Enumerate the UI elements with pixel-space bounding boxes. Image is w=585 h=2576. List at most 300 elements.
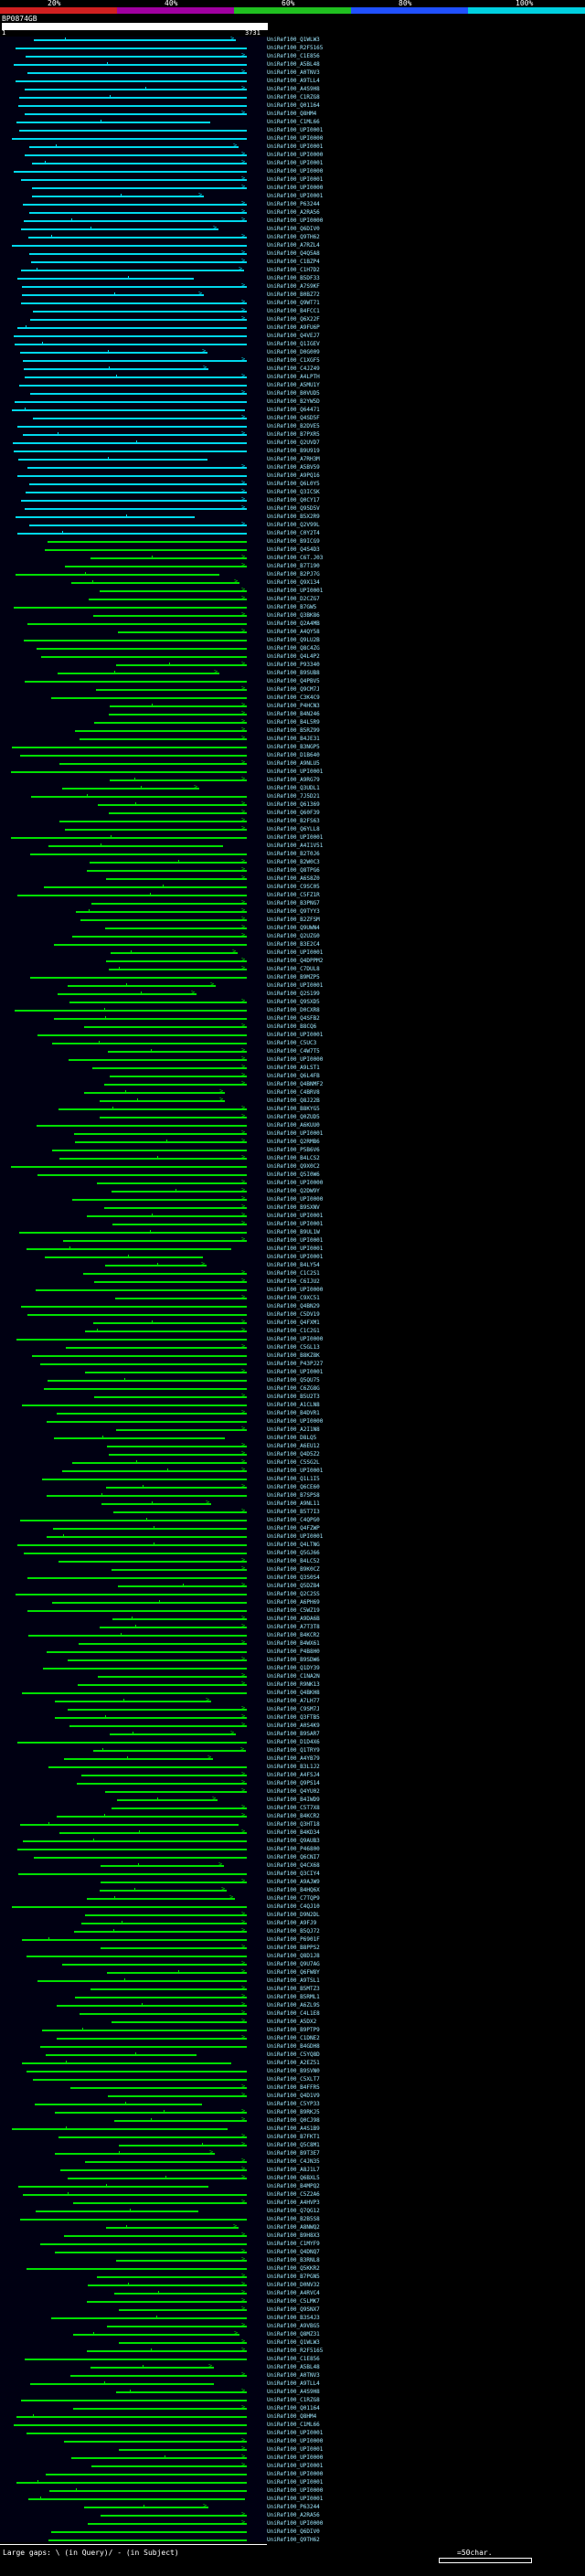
- subject-id[interactable]: UniRef100_B2B5S8: [267, 2216, 320, 2222]
- subject-id[interactable]: UniRef100_Q4DPPM2: [267, 958, 324, 964]
- subject-id[interactable]: UniRef100_A5MU1Y: [267, 382, 320, 388]
- hsp-bar[interactable]: [112, 2017, 247, 2024]
- hsp-bar[interactable]: [90, 553, 247, 560]
- hsp-bar[interactable]: [42, 1479, 247, 1480]
- subject-id[interactable]: UniRef100_A0TNV3: [267, 2372, 320, 2379]
- hsp-bar[interactable]: [19, 97, 247, 99]
- subject-id[interactable]: UniRef100_UPI0000: [267, 1287, 324, 1293]
- hsp-bar[interactable]: [27, 1956, 247, 1957]
- hsp-bar[interactable]: [105, 928, 247, 929]
- subject-id[interactable]: UniRef100_Q7QG12: [267, 2208, 320, 2214]
- hsp-bar[interactable]: [69, 1059, 247, 1061]
- subject-id[interactable]: UniRef100_Q8MZ31: [267, 2331, 320, 2337]
- subject-id[interactable]: UniRef100_UPI0001: [267, 2479, 324, 2486]
- hsp-bar[interactable]: [119, 2342, 247, 2344]
- subject-id[interactable]: UniRef100_Q9TH62: [267, 2537, 320, 2543]
- hsp-bar[interactable]: [58, 2132, 247, 2139]
- hsp-bar[interactable]: [36, 1289, 247, 1291]
- subject-id[interactable]: UniRef100_B8KYG5: [267, 1106, 320, 1112]
- hsp-bar[interactable]: [97, 2272, 247, 2279]
- subject-id[interactable]: UniRef100_A9TLL4: [267, 2380, 320, 2387]
- subject-id[interactable]: UniRef100_Q4VEJ7: [267, 333, 320, 339]
- hsp-bar[interactable]: [52, 1043, 247, 1044]
- subject-id[interactable]: UniRef100_A9NL11: [267, 1500, 320, 1507]
- hsp-bar[interactable]: [93, 1750, 246, 1752]
- hsp-bar[interactable]: [16, 574, 219, 576]
- hsp-bar[interactable]: [109, 714, 247, 716]
- subject-id[interactable]: UniRef100_B9RKJ5: [267, 2109, 320, 2115]
- subject-id[interactable]: UniRef100_C0Y2T4: [267, 530, 320, 536]
- subject-id[interactable]: UniRef100_A7LH77: [267, 1698, 320, 1704]
- hsp-bar[interactable]: [25, 681, 247, 683]
- hsp-bar[interactable]: [22, 2062, 231, 2064]
- hsp-bar[interactable]: [16, 516, 195, 518]
- hsp-bar[interactable]: [64, 2441, 247, 2443]
- hsp-bar[interactable]: [30, 853, 247, 855]
- hsp-bar[interactable]: [23, 2194, 247, 2196]
- hsp-bar[interactable]: [18, 1873, 247, 1875]
- hsp-bar[interactable]: [74, 1931, 247, 1933]
- hsp-bar[interactable]: [87, 1898, 235, 1900]
- hsp-bar[interactable]: [25, 372, 247, 379]
- subject-id[interactable]: UniRef100_Q95D5V: [267, 505, 320, 512]
- subject-id[interactable]: UniRef100_A2EZ51: [267, 2060, 320, 2066]
- subject-id[interactable]: UniRef100_A8J1L7: [267, 2167, 320, 2173]
- subject-id[interactable]: UniRef100_C3K4C9: [267, 694, 320, 701]
- subject-id[interactable]: UniRef100_UPI0000: [267, 2438, 324, 2444]
- subject-id[interactable]: UniRef100_Q8C4ZG: [267, 645, 320, 652]
- hsp-bar[interactable]: [21, 1306, 247, 1308]
- subject-id[interactable]: UniRef100_B2PJ7G: [267, 571, 320, 578]
- subject-id[interactable]: UniRef100_C5Z2A6: [267, 2191, 320, 2198]
- hsp-bar[interactable]: [112, 1224, 247, 1225]
- subject-id[interactable]: UniRef100_Q0CY17: [267, 497, 320, 504]
- hsp-bar[interactable]: [90, 2367, 214, 2369]
- hsp-bar[interactable]: [69, 1002, 247, 1003]
- hsp-bar[interactable]: [71, 2457, 247, 2459]
- subject-id[interactable]: UniRef100_A2I1N8: [267, 1426, 320, 1433]
- subject-id[interactable]: UniRef100_B7GW5: [267, 604, 317, 610]
- subject-id[interactable]: UniRef100_P63244: [267, 201, 320, 207]
- hsp-bar[interactable]: [59, 763, 247, 765]
- subject-id[interactable]: UniRef100_C4BRV8: [267, 1089, 320, 1096]
- subject-id[interactable]: UniRef100_C5SG2L: [267, 1459, 320, 1466]
- subject-id[interactable]: UniRef100_Q6BXL5: [267, 2175, 320, 2181]
- hsp-bar[interactable]: [15, 1010, 247, 1012]
- subject-id[interactable]: UniRef100_Q4LTNG: [267, 1542, 320, 1548]
- subject-id[interactable]: UniRef100_Q1DY39: [267, 1665, 320, 1671]
- hsp-bar[interactable]: [93, 1318, 247, 1325]
- subject-id[interactable]: UniRef100_B2DVE5: [267, 423, 320, 429]
- subject-id[interactable]: UniRef100_B5U2T3: [267, 1394, 320, 1400]
- hsp-bar[interactable]: [27, 2433, 247, 2434]
- hsp-bar[interactable]: [75, 1137, 247, 1144]
- subject-id[interactable]: UniRef100_B4L5R9: [267, 719, 320, 726]
- subject-id[interactable]: UniRef100_Q6X22F: [267, 316, 320, 323]
- hsp-bar[interactable]: [118, 627, 247, 634]
- subject-id[interactable]: UniRef100_A4QY58: [267, 629, 320, 635]
- hsp-bar[interactable]: [27, 72, 247, 74]
- hsp-bar[interactable]: [109, 969, 247, 970]
- subject-id[interactable]: UniRef100_UPI0000: [267, 2454, 324, 2461]
- hsp-bar[interactable]: [105, 1791, 247, 1793]
- subject-id[interactable]: UniRef100_C1ML66: [267, 119, 320, 125]
- subject-id[interactable]: UniRef100_A6EU12: [267, 1443, 320, 1449]
- hsp-bar[interactable]: [83, 1273, 247, 1275]
- subject-id[interactable]: UniRef100_A5BL48: [267, 2364, 320, 2370]
- hsp-bar[interactable]: [44, 886, 247, 888]
- hsp-bar[interactable]: [20, 1520, 247, 1521]
- hsp-bar[interactable]: [62, 788, 199, 790]
- hsp-bar[interactable]: [37, 648, 247, 650]
- subject-id[interactable]: UniRef100_Q4S4D3: [267, 546, 320, 553]
- subject-id[interactable]: UniRef100_A4HVP3: [267, 2200, 320, 2206]
- hsp-bar[interactable]: [107, 1972, 247, 1974]
- subject-id[interactable]: UniRef100_B4N246: [267, 711, 320, 717]
- subject-id[interactable]: UniRef100_A0S4K9: [267, 1723, 320, 1729]
- hsp-bar[interactable]: [68, 1709, 247, 1711]
- subject-id[interactable]: UniRef100_Q2V99L: [267, 522, 320, 528]
- subject-id[interactable]: UniRef100_A4S1B9: [267, 2125, 320, 2132]
- subject-id[interactable]: UniRef100_B5MTZ3: [267, 1986, 320, 1992]
- subject-id[interactable]: UniRef100_D0G009: [267, 349, 320, 355]
- subject-id[interactable]: UniRef100_Q4L4P2: [267, 653, 320, 660]
- hsp-bar[interactable]: [91, 903, 247, 905]
- hsp-bar[interactable]: [17, 895, 247, 896]
- subject-id[interactable]: UniRef100_D8LQ5: [267, 1435, 317, 1441]
- subject-id[interactable]: UniRef100_B7PGN5: [267, 2274, 320, 2280]
- hsp-bar[interactable]: [76, 911, 247, 913]
- hsp-bar[interactable]: [62, 1466, 247, 1473]
- hsp-bar[interactable]: [72, 936, 247, 938]
- subject-id[interactable]: UniRef100_Q9LU2B: [267, 637, 320, 643]
- hsp-bar[interactable]: [48, 1380, 247, 1382]
- hsp-bar[interactable]: [13, 442, 247, 444]
- hsp-bar[interactable]: [47, 1651, 247, 1653]
- hsp-bar[interactable]: [12, 409, 245, 411]
- subject-id[interactable]: UniRef100_Q5C8M1: [267, 2142, 320, 2148]
- subject-id[interactable]: UniRef100_Q01164: [267, 2405, 320, 2412]
- subject-id[interactable]: UniRef100_Q3CIY4: [267, 1871, 320, 1877]
- hsp-bar[interactable]: [112, 1191, 247, 1193]
- hsp-bar[interactable]: [114, 2293, 247, 2295]
- hsp-bar[interactable]: [110, 775, 247, 782]
- subject-id[interactable]: UniRef100_C5XLT7: [267, 2076, 320, 2083]
- subject-id[interactable]: UniRef100_Q1WLW3: [267, 2339, 320, 2346]
- hsp-bar[interactable]: [28, 1635, 247, 1637]
- subject-id[interactable]: UniRef100_UPI0000: [267, 1180, 324, 1186]
- hsp-bar[interactable]: [78, 1684, 247, 1686]
- hsp-bar[interactable]: [27, 1314, 247, 1316]
- hsp-bar[interactable]: [59, 1832, 247, 1834]
- subject-id[interactable]: UniRef100_UPI0001: [267, 143, 324, 150]
- subject-id[interactable]: UniRef100_Q3UDL1: [267, 785, 320, 791]
- subject-id[interactable]: UniRef100_A5BV59: [267, 464, 320, 471]
- subject-id[interactable]: UniRef100_Q6CNI7: [267, 1854, 320, 1860]
- subject-id[interactable]: UniRef100_Q9SXD5: [267, 999, 320, 1005]
- hsp-bar[interactable]: [88, 2280, 247, 2287]
- subject-id[interactable]: UniRef100_Q5DZ84: [267, 1583, 320, 1589]
- hsp-bar[interactable]: [113, 1507, 247, 1514]
- subject-id[interactable]: UniRef100_Q4DNQ7: [267, 2249, 320, 2255]
- subject-id[interactable]: UniRef100_C5DV19: [267, 1311, 320, 1318]
- hsp-bar[interactable]: [28, 2498, 245, 2500]
- subject-id[interactable]: UniRef100_B4IWD9: [267, 1797, 320, 1803]
- subject-id[interactable]: UniRef100_B0VUD5: [267, 390, 320, 397]
- subject-id[interactable]: UniRef100_A0TNV3: [267, 69, 320, 76]
- hsp-bar[interactable]: [77, 1783, 247, 1785]
- subject-id[interactable]: UniRef100_Q3ICSK: [267, 489, 320, 495]
- subject-id[interactable]: UniRef100_UPI0001: [267, 1369, 324, 1375]
- subject-id[interactable]: UniRef100_C1E856: [267, 2356, 320, 2362]
- hsp-bar[interactable]: [45, 549, 247, 551]
- subject-id[interactable]: UniRef100_B9SAR7: [267, 1731, 320, 1737]
- subject-id[interactable]: UniRef100_Q9TH62: [267, 234, 320, 240]
- subject-id[interactable]: UniRef100_B5RML1: [267, 1994, 320, 2000]
- hsp-bar[interactable]: [14, 607, 247, 609]
- subject-id[interactable]: UniRef100_B9ICG9: [267, 538, 320, 545]
- subject-id[interactable]: UniRef100_Q9WT71: [267, 300, 320, 306]
- hsp-bar[interactable]: [88, 2523, 247, 2525]
- subject-id[interactable]: UniRef100_Q0CJ98: [267, 2117, 320, 2124]
- hsp-bar[interactable]: [55, 2252, 247, 2253]
- hsp-bar[interactable]: [97, 1178, 247, 1185]
- hsp-bar[interactable]: [24, 364, 208, 371]
- hsp-bar[interactable]: [81, 1923, 247, 1924]
- hsp-bar[interactable]: [70, 2087, 247, 2089]
- subject-id[interactable]: UniRef100_P63244: [267, 2504, 320, 2510]
- subject-id[interactable]: UniRef100_A9FJ9: [267, 1920, 317, 1926]
- hsp-bar[interactable]: [23, 204, 247, 206]
- subject-id[interactable]: UniRef100_R2F5165: [267, 45, 324, 51]
- subject-id[interactable]: UniRef100_UPI0000: [267, 168, 324, 175]
- hsp-bar[interactable]: [94, 1281, 247, 1283]
- hsp-bar[interactable]: [101, 1865, 224, 1867]
- subject-id[interactable]: UniRef100_C9XC51: [267, 1295, 320, 1301]
- subject-id[interactable]: UniRef100_C4QPG0: [267, 1517, 320, 1523]
- subject-id[interactable]: UniRef100_Q8D1J8: [267, 1953, 320, 1959]
- hsp-bar[interactable]: [106, 878, 247, 880]
- hsp-bar[interactable]: [27, 2268, 247, 2270]
- subject-id[interactable]: UniRef100_UPI0001: [267, 2496, 324, 2502]
- hsp-bar[interactable]: [11, 771, 247, 773]
- subject-id[interactable]: UniRef100_UPI0000: [267, 135, 324, 142]
- subject-id[interactable]: UniRef100_P43PJ27: [267, 1361, 324, 1367]
- hsp-bar[interactable]: [24, 220, 247, 222]
- hsp-bar[interactable]: [17, 533, 247, 535]
- hsp-bar[interactable]: [16, 48, 247, 49]
- hsp-bar[interactable]: [23, 360, 247, 362]
- subject-id[interactable]: UniRef100_UPI0001: [267, 1246, 324, 1252]
- hsp-bar[interactable]: [17, 475, 247, 477]
- hsp-bar[interactable]: [116, 1429, 247, 1431]
- subject-id[interactable]: UniRef100_B2ZFSM: [267, 917, 320, 923]
- hsp-bar[interactable]: [16, 1594, 247, 1595]
- subject-id[interactable]: UniRef100_B4KCR2: [267, 1813, 320, 1819]
- subject-id[interactable]: UniRef100_Q9X0C2: [267, 1163, 320, 1170]
- hsp-bar[interactable]: [22, 1939, 247, 1941]
- subject-id[interactable]: UniRef100_B5RZ99: [267, 727, 320, 734]
- subject-id[interactable]: UniRef100_UPI0001: [267, 1032, 324, 1038]
- subject-id[interactable]: UniRef100_Q4Q5A8: [267, 250, 320, 257]
- hsp-bar[interactable]: [58, 673, 219, 674]
- hsp-bar[interactable]: [65, 566, 247, 567]
- hsp-bar[interactable]: [80, 915, 247, 922]
- hsp-bar[interactable]: [11, 837, 247, 839]
- subject-id[interactable]: UniRef100_Q1L1I5: [267, 1476, 320, 1482]
- hsp-bar[interactable]: [110, 701, 247, 708]
- hsp-bar[interactable]: [33, 311, 247, 313]
- subject-id[interactable]: UniRef100_UPI0001: [267, 834, 324, 841]
- subject-id[interactable]: UniRef100_B9SDW6: [267, 1657, 320, 1663]
- subject-id[interactable]: UniRef100_B7SPS8: [267, 1492, 320, 1499]
- hsp-bar[interactable]: [21, 179, 247, 181]
- hsp-bar[interactable]: [21, 270, 244, 271]
- subject-id[interactable]: UniRef100_C7DUL8: [267, 966, 320, 972]
- hsp-bar[interactable]: [59, 821, 247, 822]
- hsp-bar[interactable]: [87, 870, 247, 872]
- hsp-bar[interactable]: [117, 1795, 218, 1802]
- subject-id[interactable]: UniRef100_Q8HM4: [267, 2413, 317, 2420]
- subject-id[interactable]: UniRef100_Q3S0S4: [267, 1574, 320, 1581]
- hsp-bar[interactable]: [20, 755, 247, 757]
- subject-id[interactable]: UniRef100_C1E856: [267, 53, 320, 59]
- hsp-bar[interactable]: [27, 623, 247, 625]
- subject-id[interactable]: UniRef100_Q4BNMF2: [267, 1081, 324, 1087]
- hsp-bar[interactable]: [101, 1882, 247, 1883]
- hsp-bar[interactable]: [47, 1495, 247, 1497]
- hsp-bar[interactable]: [58, 1104, 247, 1111]
- subject-id[interactable]: UniRef100_C5T7X8: [267, 1805, 320, 1811]
- subject-id[interactable]: UniRef100_B3RNL8: [267, 2257, 320, 2263]
- subject-id[interactable]: UniRef100_B2YW5D: [267, 398, 320, 405]
- hsp-bar[interactable]: [49, 2490, 247, 2492]
- hsp-bar[interactable]: [17, 327, 247, 329]
- subject-id[interactable]: UniRef100_UPI0001: [267, 1237, 324, 1244]
- hsp-bar[interactable]: [12, 2128, 228, 2130]
- subject-id[interactable]: UniRef100_Q1WLW3: [267, 37, 320, 43]
- hsp-bar[interactable]: [64, 1758, 213, 1760]
- hsp-bar[interactable]: [31, 257, 247, 264]
- hsp-bar[interactable]: [21, 298, 247, 305]
- subject-id[interactable]: UniRef100_A7T3T8: [267, 1624, 320, 1630]
- subject-id[interactable]: UniRef100_C1ML66: [267, 2422, 320, 2428]
- subject-id[interactable]: UniRef100_UPI0001: [267, 1130, 324, 1137]
- hsp-bar[interactable]: [73, 2408, 247, 2410]
- hsp-bar[interactable]: [15, 344, 247, 345]
- hsp-bar[interactable]: [16, 2482, 247, 2484]
- subject-id[interactable]: UniRef100_B7T190: [267, 563, 320, 569]
- hsp-bar[interactable]: [52, 1150, 247, 1151]
- hsp-bar[interactable]: [58, 1561, 247, 1563]
- subject-id[interactable]: UniRef100_C1DNE2: [267, 2035, 320, 2041]
- subject-id[interactable]: UniRef100_UPI0001: [267, 2446, 324, 2453]
- subject-id[interactable]: UniRef100_B4FFR5: [267, 2084, 320, 2091]
- hsp-bar[interactable]: [100, 1100, 225, 1102]
- subject-id[interactable]: UniRef100_B9SXNV: [267, 1204, 320, 1211]
- subject-id[interactable]: UniRef100_D1B640: [267, 752, 320, 758]
- subject-id[interactable]: UniRef100_A8NWQ2: [267, 2224, 320, 2231]
- hsp-bar[interactable]: [81, 1775, 247, 1776]
- hsp-bar[interactable]: [31, 796, 247, 798]
- hsp-bar[interactable]: [112, 1614, 247, 1621]
- subject-id[interactable]: UniRef100_UPI0000: [267, 217, 324, 224]
- subject-id[interactable]: UniRef100_P4HCN3: [267, 703, 320, 709]
- subject-id[interactable]: UniRef100_B2FS63: [267, 818, 320, 824]
- hsp-bar[interactable]: [25, 2359, 247, 2360]
- hsp-bar[interactable]: [25, 109, 247, 116]
- subject-id[interactable]: UniRef100_A4FSJ4: [267, 1772, 320, 1778]
- subject-id[interactable]: UniRef100_A4YB79: [267, 1755, 320, 1762]
- hsp-bar[interactable]: [29, 253, 247, 255]
- subject-id[interactable]: UniRef100_B9T3E7: [267, 2150, 320, 2157]
- hsp-bar[interactable]: [105, 1265, 207, 1267]
- hsp-bar[interactable]: [40, 2046, 247, 2048]
- subject-id[interactable]: UniRef100_A1CLN8: [267, 1402, 320, 1408]
- hsp-bar[interactable]: [33, 2079, 247, 2081]
- subject-id[interactable]: UniRef100_Q9PS14: [267, 1780, 320, 1786]
- hsp-bar[interactable]: [47, 1536, 247, 1538]
- subject-id[interactable]: UniRef100_Q6CE60: [267, 1484, 320, 1490]
- hsp-bar[interactable]: [23, 1840, 247, 1842]
- subject-id[interactable]: UniRef100_UPI0001: [267, 982, 324, 989]
- subject-id[interactable]: UniRef100_UPI0001: [267, 2463, 324, 2469]
- hsp-bar[interactable]: [41, 656, 247, 658]
- subject-id[interactable]: UniRef100_Q9UWN4: [267, 925, 320, 931]
- subject-id[interactable]: UniRef100_Q60F39: [267, 810, 320, 816]
- hsp-bar[interactable]: [29, 525, 247, 526]
- subject-id[interactable]: UniRef100_B3NGP5: [267, 744, 320, 750]
- hsp-bar[interactable]: [57, 2038, 247, 2040]
- hsp-bar[interactable]: [25, 150, 247, 157]
- subject-id[interactable]: UniRef100_7J5D21: [267, 793, 320, 800]
- subject-id[interactable]: UniRef100_Q5QU75: [267, 1377, 320, 1383]
- hsp-bar[interactable]: [32, 163, 247, 164]
- hsp-bar[interactable]: [90, 862, 247, 864]
- hsp-bar[interactable]: [21, 2400, 247, 2401]
- hsp-bar[interactable]: [54, 1437, 225, 1439]
- hsp-bar[interactable]: [98, 1676, 247, 1678]
- hsp-bar[interactable]: [101, 2515, 247, 2517]
- subject-id[interactable]: UniRef100_C5UC3: [267, 1040, 317, 1046]
- hsp-bar[interactable]: [25, 508, 247, 510]
- subject-id[interactable]: UniRef100_D9N2DL: [267, 1912, 320, 1918]
- hsp-bar[interactable]: [37, 1125, 247, 1127]
- subject-id[interactable]: UniRef100_UPI0000: [267, 2520, 324, 2527]
- hsp-bar[interactable]: [36, 2210, 198, 2212]
- subject-id[interactable]: UniRef100_UPI0001: [267, 176, 324, 183]
- hsp-bar[interactable]: [107, 1446, 247, 1447]
- hsp-bar[interactable]: [115, 1298, 247, 1299]
- subject-id[interactable]: UniRef100_Q4CX68: [267, 1862, 320, 1869]
- hsp-bar[interactable]: [26, 56, 247, 58]
- subject-id[interactable]: UniRef100_C7TQP9: [267, 1895, 320, 1902]
- subject-id[interactable]: UniRef100_C1RZG8: [267, 2397, 320, 2403]
- hsp-bar[interactable]: [116, 2387, 247, 2394]
- subject-id[interactable]: UniRef100_Q3FTB5: [267, 1714, 320, 1721]
- hsp-bar[interactable]: [17, 1544, 247, 1546]
- subject-id[interactable]: UniRef100_Q64471: [267, 407, 320, 413]
- subject-id[interactable]: UniRef100_Q8HM4: [267, 111, 317, 117]
- subject-id[interactable]: UniRef100_Q2C2SS: [267, 1591, 320, 1597]
- subject-id[interactable]: UniRef100_B9H8X3: [267, 2232, 320, 2239]
- hsp-bar[interactable]: [108, 2091, 247, 2098]
- subject-id[interactable]: UniRef100_A9LST1: [267, 1065, 320, 1071]
- hsp-bar[interactable]: [11, 1166, 247, 1168]
- hsp-bar[interactable]: [20, 1824, 239, 1826]
- subject-id[interactable]: UniRef100_B4KD34: [267, 1829, 320, 1836]
- hsp-bar[interactable]: [53, 1528, 247, 1530]
